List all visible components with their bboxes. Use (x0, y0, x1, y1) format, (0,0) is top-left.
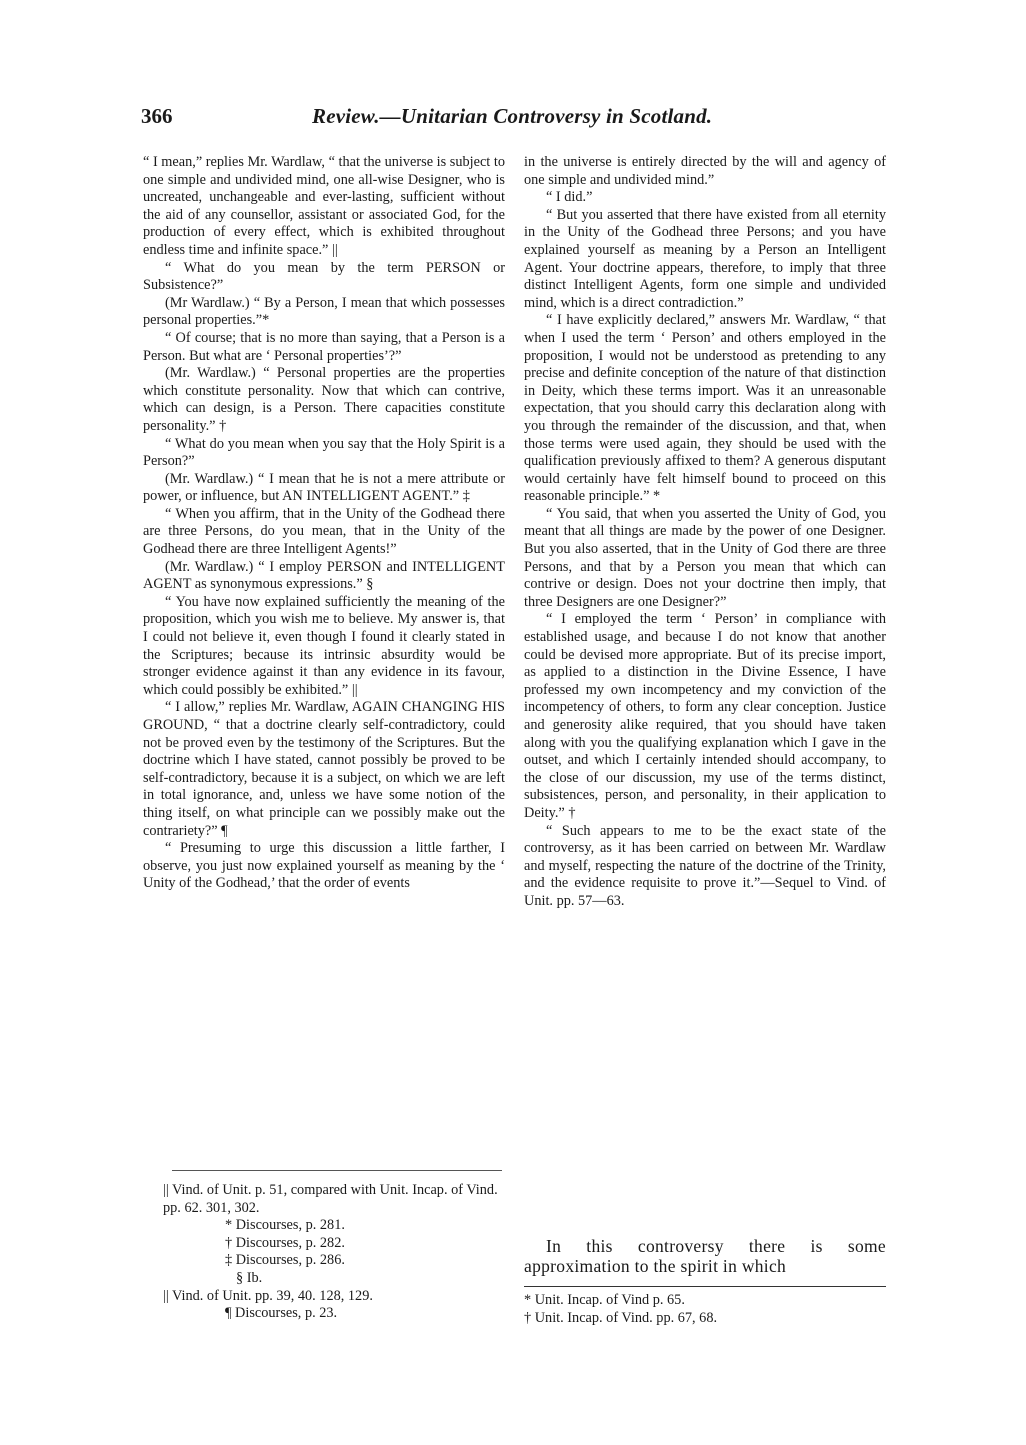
right-column (524, 154, 886, 911)
paragraph: “ I allow,” replies Mr. Wardlaw, AGAIN CHANGING HIS GROUND, “ that a doctrine clearly self-contradictory, could not be proved even by the testimony of the Scriptures. But the doctrine which I have stated, cannot possibly be proved to be self-contradictory, because it is a subject, on which we are left in total ignorance, and, unless we have some notion of the thing itself, on what principle can we possibly make out the contrariety?” ¶ (143, 699, 505, 839)
paragraph: (Mr Wardlaw.) “ By a Person, I mean that which possesses personal properties.”* (143, 294, 505, 329)
paragraph: “ Of course; that is no more than saying, that a Person is a Person. But what are ‘ Personal properties’?” (143, 329, 505, 364)
paragraph: in the universe is entirely directed by the will and agency of one simple and undivided mind.” (524, 154, 886, 188)
footnote: * Discourses, p. 281. (225, 1217, 345, 1234)
closing-sentence-block (524, 1236, 886, 1276)
footnotes-right (524, 1292, 886, 1327)
paragraph: “ I mean,” replies Mr. Wardlaw, “ that the universe is subject to one simple and undivided mind, one all-wise Designer, who is uncreated, unchangeable and ever-lasting, sufficient without the aid of any counsellor, assistant or associated God, for the production of every effect, which is exhibited throughout endless time and infinite space.” || (143, 154, 505, 258)
running-head: Review.—Unitarian Controversy in Scotland. (312, 104, 713, 128)
footnote: † Unit. Incap. of Vind. pp. 67, 68. (524, 1309, 718, 1326)
footnote: * Unit. Incap. of Vind p. 65. (524, 1292, 685, 1308)
paragraph: “ Such appears to me to be the exact state of the controversy, as it has been carried on between Mr. Wardlaw and myself, respecting the nature of the doctrine of the Trinity, and the evidence requisite to prove it.”—Sequel to Vind. of Unit. pp. 57—63. (524, 822, 886, 909)
paragraph: “ When you affirm, that in the Unity of the Godhead there are three Persons, do you mean, that in the Unity of the Godhead there are three Intelligent Agents!” (143, 505, 505, 558)
footnotes-left (143, 1182, 505, 1323)
paragraph: “ I employed the term ‘ Person’ in compliance with established usage, and because I do not know that another could be devised more appropriate. But of its precise import, as applied to a distinction in the Divine Essence, I have professed my own incompetency and my conviction of the incompetency of others, to form any clear conception. Justice and generosity alike required, that you should have taken along with you the qualifying explanation which I gave in the outset, and which I certainly intended should accompany, to the close of our discussion, my use of the terms distinct, subsistences, person, and personality, in their application to Deity.” † (524, 611, 886, 821)
page-number: 366 (141, 104, 173, 128)
paragraph: “ I did.” (546, 189, 593, 206)
footnote-rule-left (172, 1170, 502, 1171)
paragraph: “ But you asserted that there have existed from all eternity in the Unity of the Godhead three Persons; and you have explained yourself as meaning by a Person an Intelligent Agent. Your doctrine appears, therefore, to imply that three distinct Intelligent Agents, form one simple and undivided mind, which is a direct contradiction.” (524, 206, 886, 311)
footnote: ‡ Discourses, p. 286. (225, 1252, 345, 1269)
paragraph: “ What do you mean by the term PERSON or Subsistence?” (143, 259, 505, 294)
paragraph: “ I have explicitly declared,” answers Mr. Wardlaw, “ that when I used the term ‘ Person’ and others employed in the proposition, I would not be understood as pretending to any precise and definite conception of the nature of that distinction in Deity, which these terms import. Was it an unreasonable expectation, that you should carry this declaration along with you through the remainder of the discussion, and that, when those terms were used again, they should be used with the qualification previously affixed to them? A generous disputant would certainly have felt himself bound to proceed on this reasonable principle.” * (524, 312, 886, 505)
footnote: || Vind. of Unit. pp. 39, 40. 128, 129. (163, 1287, 373, 1304)
paragraph: (Mr. Wardlaw.) “ I mean that he is not a mere attribute or power, or influence, but AN INTELLIGENT AGENT.” ‡ (143, 470, 505, 505)
paragraph: “ You said, that when you asserted the Unity of God, you meant that all things are made by the power of one Designer. But you also asserted, that in the Unity of God there are three Persons, and that by a Person you mean that which can contrive or design. Does not your doctrine then imply, that three Designers are one Designer?” (524, 505, 886, 610)
footnote: ¶ Discourses, p. 23. (225, 1305, 338, 1322)
paragraph: (Mr. Wardlaw.) “ I employ PERSON and INTELLIGENT AGENT as synonymous expressions.” § (143, 558, 505, 593)
paragraph: “ What do you mean when you say that the Holy Spirit is a Person?” (143, 435, 505, 470)
closing-sentence: In this controversy there is some approximation to the spirit in which (524, 1236, 886, 1276)
footnote-rule-right (524, 1286, 886, 1287)
footnote: § Ib. (236, 1269, 263, 1286)
paragraph: (Mr. Wardlaw.) “ Personal properties are the properties which constitute personality. Now that which can contrive, which can design, is a Person. There capacities constitute personality.” † (143, 365, 505, 434)
paragraph: “ Presuming to urge this discussion a little farther, I observe, you just now explained yourself as meaning by the ‘ Unity of the Godhead,’ that the order of events (143, 840, 505, 892)
left-column (143, 154, 505, 893)
paragraph: “ You have now explained sufficiently the meaning of the proposition, which you wish me to believe. My answer is, that I could not believe it, even though I found it clearly stated in the Scriptures; because its intrinsic absurdity would be stronger evidence against it than any evidence in its favour, which could possibly be exhibited.” || (143, 593, 505, 698)
footnote: † Discourses, p. 282. (225, 1234, 345, 1251)
footnote: || Vind. of Unit. p. 51, compared with Unit. Incap. of Vind. pp. 62. 301, 302. (163, 1182, 498, 1216)
